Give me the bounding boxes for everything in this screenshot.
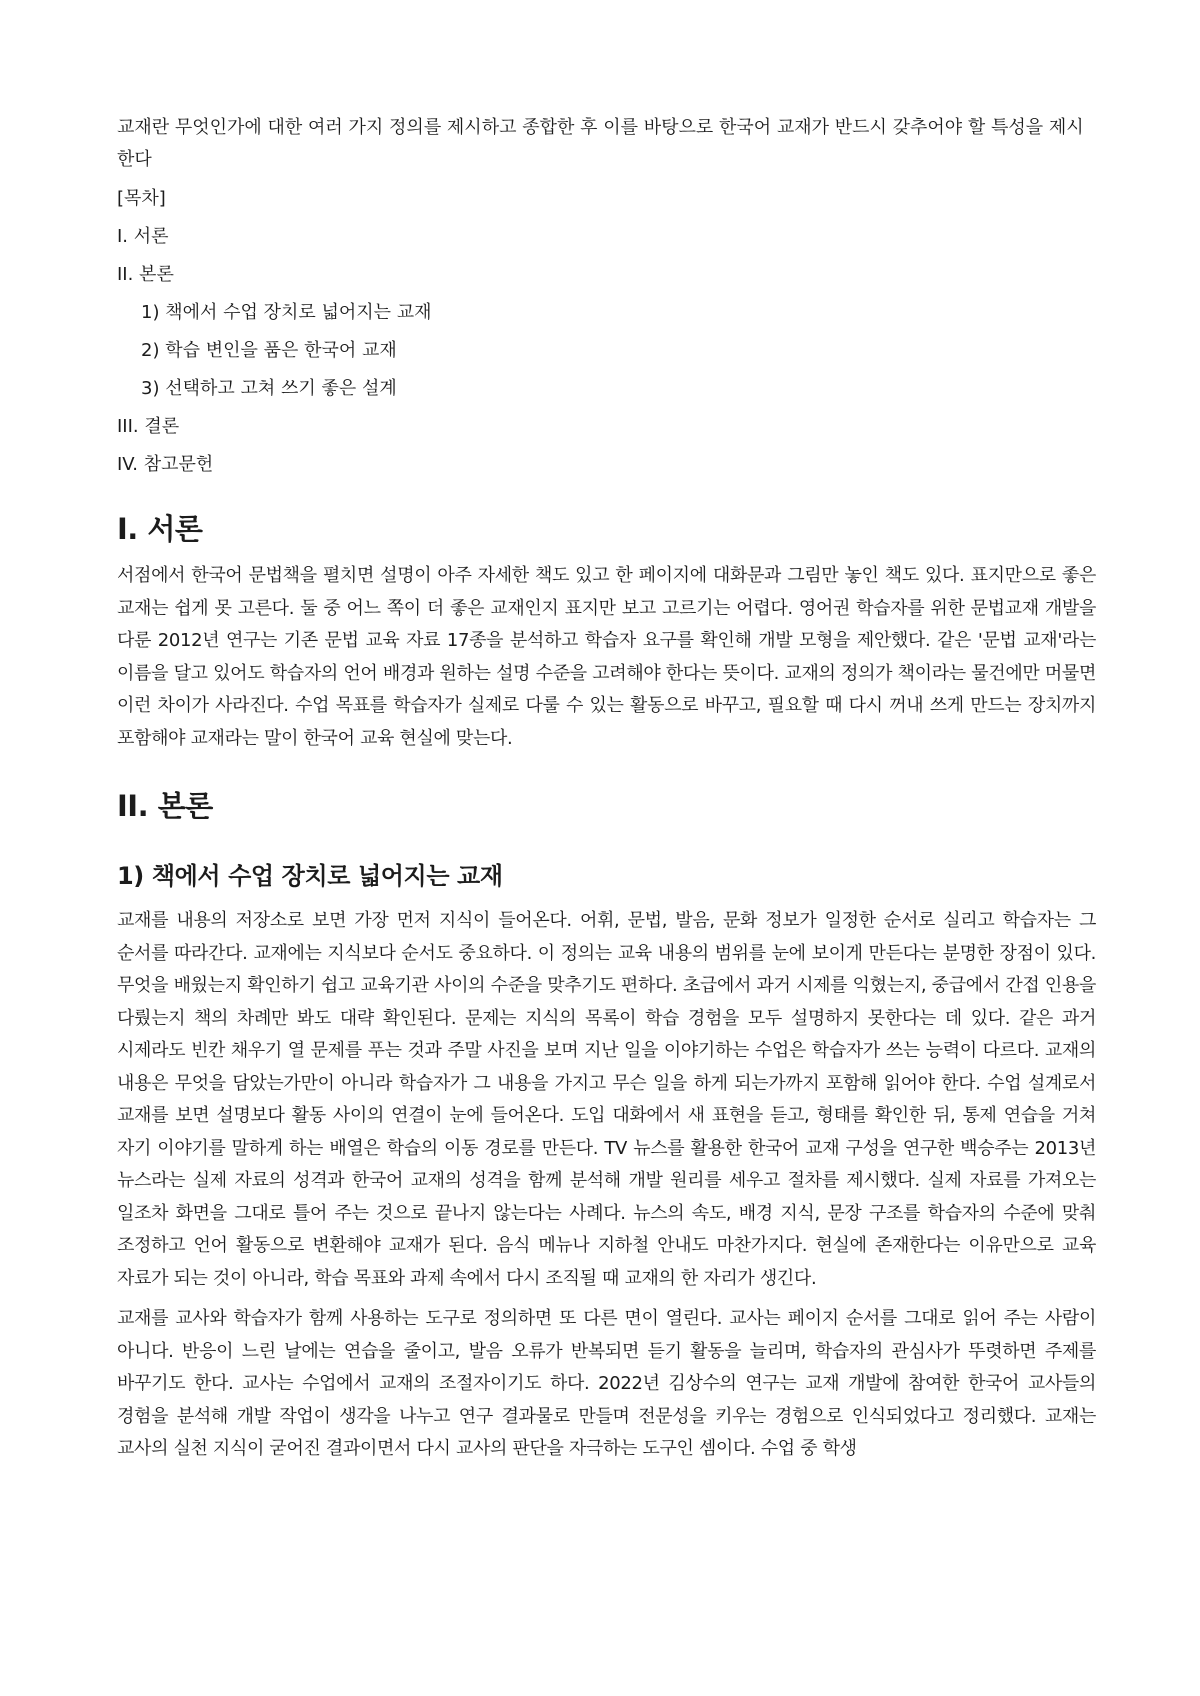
toc-subitem: 3) 선택하고 고쳐 쓰기 좋은 설계 [141, 378, 397, 399]
table-of-contents [117, 186, 1096, 478]
body-paragraph: 교재를 교사와 학습자가 함께 사용하는 도구로 정의하면 또 다른 면이 열린다. 교사는 페이지 순서를 그대로 읽어 주는 사람이 아니다. 반응이 느린 날에는 연습을 줄이고, 발음 오류가 반복되면 듣기 활동을 늘리며, 학습자의 관심사가 뚜렷하면 주제를 바꾸기도 한다. 교사는 수업에서 교재의 조절자이기도 하다. 2022년 김상수의 연구는 교재 개발에 참여한 한국어 교사들의 경험을 분석해 개발 작업이 생각을 나누고 연구 결과물로 만들며 전문성을 키우는 경험으로 인식되었다고 정리했다. 교재는 교사의 실천 지식이 굳어진 결과이면서 다시 교사의 판단을 자극하는 도구인 셈이다. 수업 중 학생 [117, 1308, 1096, 1459]
toc-item: II. 본론 [117, 264, 174, 285]
toc-subitem: 2) 학습 변인을 품은 한국어 교재 [141, 340, 397, 361]
toc-subitem: 1) 책에서 수업 장치로 넓어지는 교재 [141, 302, 432, 323]
toc-item: III. 결론 [117, 416, 180, 437]
document-intro: 교재란 무엇인가에 대한 여러 가지 정의를 제시하고 종합한 후 이를 바탕으로 한국어 교재가 반드시 갖추어야 할 특성을 제시한다 [117, 117, 1084, 170]
introduction-paragraph: 서점에서 한국어 문법책을 펼치면 설명이 아주 자세한 책도 있고 한 페이지에 대화문과 그림만 놓인 책도 있다. 표지만으로 좋은 교재는 쉽게 못 고른다. 둘 중 어느 쪽이 더 좋은 교재인지 표지만 보고 고르기는 어렵다. 영어권 학습자를 위한 문법교재 개발을 다룬 2012년 연구는 기존 문법 교육 자료 17종을 분석하고 학습자 요구를 확인해 개발 모형을 제안했다. 같은 '문법 교재'라는 이름을 달고 있어도 학습자의 언어 배경과 원하는 설명 수준을 고려해야 한다는 뜻이다. 교재의 정의가 책이라는 물건에만 머물면 이런 차이가 사라진다. 수업 목표를 학습자가 실제로 다룰 수 있는 활동으로 바꾸고, 필요할 때 다시 꺼내 쓰게 만드는 장치까지 포함해야 교재라는 말이 한국어 교육 현실에 맞는다. [117, 565, 1096, 749]
subsection-heading-1: 1) 책에서 수업 장치로 넓어지는 교재 [117, 862, 503, 890]
section-heading-main-body: II. 본론 [117, 789, 213, 823]
body-paragraph: 교재를 내용의 저장소로 보면 가장 먼저 지식이 들어온다. 어휘, 문법, 발음, 문화 정보가 일정한 순서로 실리고 학습자는 그 순서를 따라간다. 교재에는 지식보다 순서도 중요하다. 이 정의는 교육 내용의 범위를 눈에 보이게 만든다는 분명한 장점이 있다. 무엇을 배웠는지 확인하기 쉽고 교육기관 사이의 수준을 맞추기도 편하다. 초급에서 과거 시제를 익혔는지, 중급에서 간접 인용을 다뤘는지 책의 차례만 봐도 대략 확인된다. 문제는 지식의 목록이 학습 경험을 모두 설명하지 못한다는 데 있다. 같은 과거 시제라도 빈칸 채우기 열 문제를 푸는 것과 주말 사진을 보며 지난 일을 이야기하는 수업은 학습자가 쓰는 능력이 다르다. 교재의 내용은 무엇을 담았는가만이 아니라 학습자가 그 내용을 가지고 무슨 일을 하게 되는가까지 포함해 읽어야 한다. 수업 설계로서 교재를 보면 설명보다 활동 사이의 연결이 눈에 들어온다. 도입 대화에서 새 표현을 듣고, 형태를 확인한 뒤, 통제 연습을 거쳐 자기 이야기를 말하게 하는 배열은 학습의 이동 경로를 만든다. TV 뉴스를 활용한 한국어 교재 구성을 연구한 백승주는 2013년 뉴스라는 실제 자료의 성격과 한국어 교재의 성격을 함께 분석해 개발 원리를 세우고 절차를 제시했다. 실제 자료를 가져오는 일조차 화면을 그대로 틀어 주는 것으로 끝나지 않는다는 사례다. 뉴스의 속도, 배경 지식, 문장 구조를 학습자의 수준에 맞춰 조정하고 언어 활동으로 변환해야 교재가 된다. 음식 메뉴나 지하철 안내도 마찬가지다. 현실에 존재한다는 이유만으로 교육 자료가 되는 것이 아니라, 학습 목표와 과제 속에서 다시 조직될 때 교재의 한 자리가 생긴다. [117, 910, 1096, 1289]
toc-item: I. 서론 [117, 226, 169, 247]
toc-item: IV. 참고문헌 [117, 454, 214, 475]
toc-heading: [목차] [117, 188, 166, 209]
section-heading-introduction: I. 서론 [117, 512, 203, 546]
